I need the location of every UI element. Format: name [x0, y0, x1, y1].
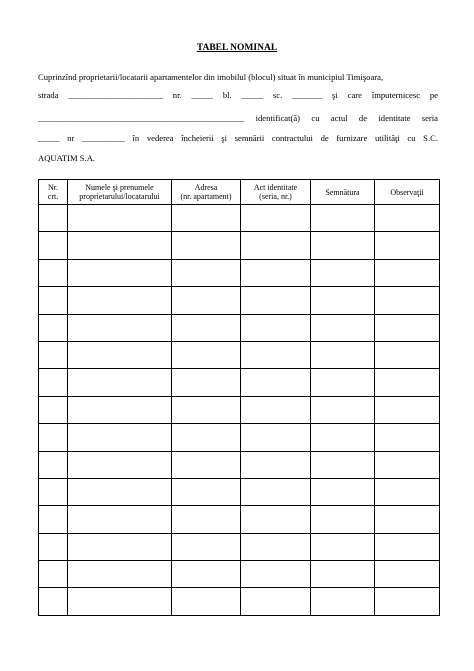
- cell-address[interactable]: [172, 478, 241, 505]
- cell-name[interactable]: [68, 259, 172, 286]
- cell-observations[interactable]: [375, 506, 440, 533]
- roster-table: [38, 179, 440, 616]
- cell-id-document[interactable]: [241, 506, 311, 533]
- cell-observations[interactable]: [375, 287, 440, 314]
- cell-signature[interactable]: [311, 369, 375, 396]
- header-signature: Semnătura: [311, 180, 375, 205]
- cell-nr-crt[interactable]: [39, 424, 68, 451]
- cell-observations[interactable]: [375, 259, 440, 286]
- cell-observations[interactable]: [375, 588, 440, 615]
- cell-name[interactable]: [68, 287, 172, 314]
- cell-nr-crt[interactable]: [39, 396, 68, 423]
- cell-name[interactable]: [68, 232, 172, 259]
- table-row: [39, 506, 440, 533]
- cell-address[interactable]: [172, 232, 241, 259]
- roster-body: [39, 205, 440, 616]
- cell-id-document[interactable]: [241, 259, 311, 286]
- table-row: [39, 424, 440, 451]
- cell-name[interactable]: [68, 588, 172, 615]
- cell-name[interactable]: [68, 478, 172, 505]
- cell-signature[interactable]: [311, 396, 375, 423]
- cell-signature[interactable]: [311, 588, 375, 615]
- header-observations: Observaţii: [375, 180, 440, 205]
- cell-name[interactable]: [68, 561, 172, 588]
- table-row: [39, 369, 440, 396]
- cell-nr-crt[interactable]: [39, 588, 68, 615]
- cell-address[interactable]: [172, 259, 241, 286]
- page-title: TABEL NOMINAL: [196, 43, 278, 53]
- table-row: [39, 451, 440, 478]
- cell-id-document[interactable]: [241, 396, 311, 423]
- cell-address[interactable]: [172, 424, 241, 451]
- cell-address[interactable]: [172, 451, 241, 478]
- cell-name[interactable]: [68, 369, 172, 396]
- cell-signature[interactable]: [311, 205, 375, 232]
- cell-address[interactable]: [172, 396, 241, 423]
- header-address: Adresa (nr. apartament): [172, 180, 241, 205]
- cell-nr-crt[interactable]: [39, 369, 68, 396]
- header-id-document: Act identitate (seria, nr.): [241, 180, 311, 205]
- cell-signature[interactable]: [311, 232, 375, 259]
- table-row: [39, 341, 440, 368]
- cell-address[interactable]: [172, 205, 241, 232]
- cell-name[interactable]: [68, 424, 172, 451]
- intro-line-3: ________________________________________________ identificat(ă) cu actul de identitate seria: [38, 113, 438, 123]
- intro-line-2: strada ______________________ nr. _____ bl. _____ sc. _______ şi care împuternicesc pe: [38, 90, 438, 100]
- cell-address[interactable]: [172, 314, 241, 341]
- cell-id-document[interactable]: [241, 314, 311, 341]
- cell-observations[interactable]: [375, 232, 440, 259]
- cell-observations[interactable]: [375, 424, 440, 451]
- intro-line-4: _____ nr __________ în vederea încheierii şi semnării contractului de furnizare utilităţi cu S.C.: [38, 133, 438, 143]
- cell-name[interactable]: [68, 451, 172, 478]
- table-row: [39, 396, 440, 423]
- header-name: Numele şi prenumele proprietarului/locatarului: [68, 180, 172, 205]
- cell-address[interactable]: [172, 287, 241, 314]
- cell-id-document[interactable]: [241, 424, 311, 451]
- table-row: [39, 314, 440, 341]
- cell-nr-crt[interactable]: [39, 287, 68, 314]
- cell-signature[interactable]: [311, 451, 375, 478]
- cell-id-document[interactable]: [241, 232, 311, 259]
- cell-signature[interactable]: [311, 424, 375, 451]
- cell-signature[interactable]: [311, 259, 375, 286]
- intro-line-1: Cuprinzînd proprietarii/locatarii apartamentelor din imobilul (blocul) situat în municipiul Timişoara,: [38, 72, 384, 82]
- cell-id-document[interactable]: [241, 287, 311, 314]
- table-row: [39, 561, 440, 588]
- cell-nr-crt[interactable]: [39, 561, 68, 588]
- cell-id-document[interactable]: [241, 561, 311, 588]
- cell-observations[interactable]: [375, 561, 440, 588]
- cell-address[interactable]: [172, 369, 241, 396]
- cell-name[interactable]: [68, 205, 172, 232]
- cell-address[interactable]: [172, 341, 241, 368]
- cell-id-document[interactable]: [241, 341, 311, 368]
- cell-signature[interactable]: [311, 478, 375, 505]
- cell-observations[interactable]: [375, 396, 440, 423]
- cell-signature[interactable]: [311, 314, 375, 341]
- cell-nr-crt[interactable]: [39, 205, 68, 232]
- cell-name[interactable]: [68, 314, 172, 341]
- cell-name[interactable]: [68, 341, 172, 368]
- table-row: [39, 533, 440, 560]
- table-row: [39, 588, 440, 615]
- cell-observations[interactable]: [375, 314, 440, 341]
- table-row: [39, 259, 440, 286]
- cell-nr-crt[interactable]: [39, 451, 68, 478]
- cell-name[interactable]: [68, 506, 172, 533]
- cell-nr-crt[interactable]: [39, 341, 68, 368]
- header-nr-crt: Nr. crt.: [39, 180, 68, 205]
- cell-observations[interactable]: [375, 533, 440, 560]
- cell-id-document[interactable]: [241, 369, 311, 396]
- cell-observations[interactable]: [375, 341, 440, 368]
- cell-id-document[interactable]: [241, 205, 311, 232]
- cell-address[interactable]: [172, 533, 241, 560]
- cell-signature[interactable]: [311, 533, 375, 560]
- cell-nr-crt[interactable]: [39, 314, 68, 341]
- cell-name[interactable]: [68, 396, 172, 423]
- cell-address[interactable]: [172, 561, 241, 588]
- cell-address[interactable]: [172, 588, 241, 615]
- cell-name[interactable]: [68, 533, 172, 560]
- cell-signature[interactable]: [311, 287, 375, 314]
- cell-signature[interactable]: [311, 561, 375, 588]
- cell-nr-crt[interactable]: [39, 506, 68, 533]
- table-header-row: [39, 180, 440, 205]
- cell-observations[interactable]: [375, 369, 440, 396]
- cell-id-document[interactable]: [241, 478, 311, 505]
- cell-observations[interactable]: [375, 451, 440, 478]
- cell-id-document[interactable]: [241, 588, 311, 615]
- cell-nr-crt[interactable]: [39, 259, 68, 286]
- cell-nr-crt[interactable]: [39, 533, 68, 560]
- table-row: [39, 478, 440, 505]
- intro-line-5: AQUATIM S.A.: [38, 153, 96, 163]
- table-row: [39, 232, 440, 259]
- cell-observations[interactable]: [375, 205, 440, 232]
- cell-nr-crt[interactable]: [39, 232, 68, 259]
- cell-id-document[interactable]: [241, 533, 311, 560]
- table-row: [39, 205, 440, 232]
- cell-nr-crt[interactable]: [39, 478, 68, 505]
- cell-observations[interactable]: [375, 478, 440, 505]
- cell-address[interactable]: [172, 506, 241, 533]
- cell-id-document[interactable]: [241, 451, 311, 478]
- table-row: [39, 287, 440, 314]
- cell-signature[interactable]: [311, 341, 375, 368]
- cell-signature[interactable]: [311, 506, 375, 533]
